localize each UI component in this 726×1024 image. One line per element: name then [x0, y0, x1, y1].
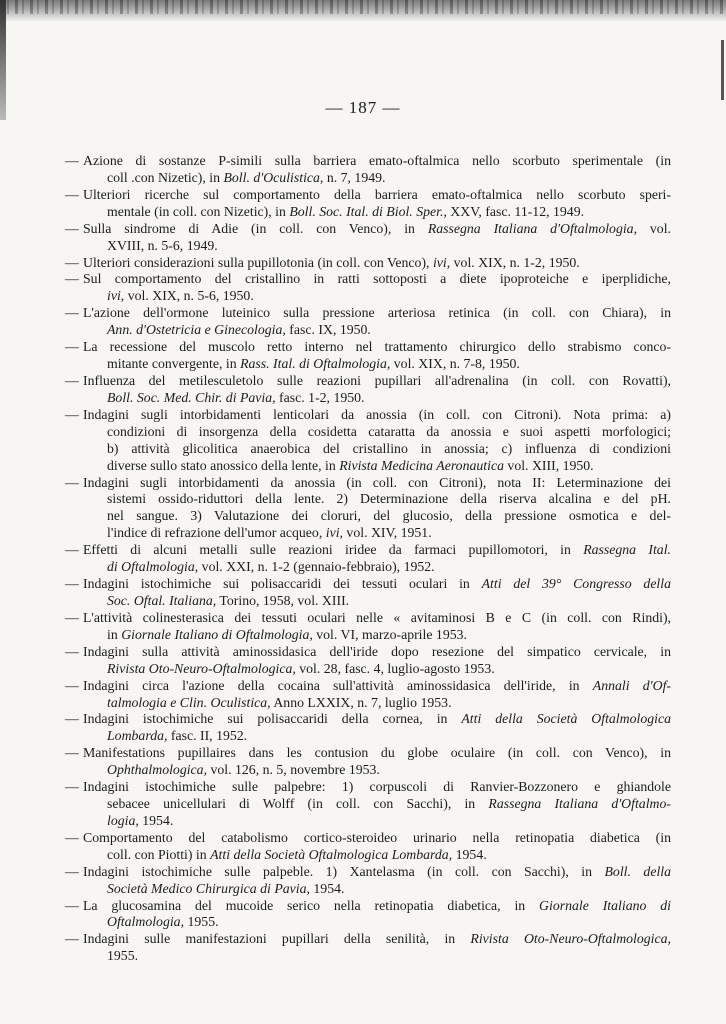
bibliography-entry [65, 644, 671, 678]
entry-dash: — [65, 829, 79, 845]
entry-text: 1954. [138, 812, 174, 828]
journal-title: Ann. d'Ostetricia e Ginecologia, [107, 322, 286, 338]
entry-dash: — [65, 897, 79, 913]
bibliography-entry [65, 678, 671, 712]
entry-line [65, 627, 671, 644]
entry-line [65, 745, 671, 762]
entry-text: coll. con Piotti) in [107, 846, 211, 862]
entry-text: L'azione dell'ormone luteinico sulla pressione arteriosa retinica (in coll. con Chiara), in [83, 305, 671, 321]
entry-dash: — [65, 271, 79, 287]
entry-dash: — [65, 372, 79, 388]
entry-line [65, 695, 671, 712]
entry-line [65, 153, 671, 170]
entry-line-body [83, 407, 671, 424]
bibliography-entry [65, 864, 671, 898]
entry-line [65, 948, 671, 965]
entry-text: Comportamento del catabolismo cortico-steroideo urinario nella retinopatia diabetica (in [83, 829, 671, 845]
journal-title: Boll. Soc. Med. Chir. di Pavia, [107, 389, 276, 405]
entry-line [65, 931, 671, 948]
bibliography-entry [65, 153, 671, 187]
entry-line-body [83, 255, 671, 272]
entry-text: vol. XIV, 1951. [342, 525, 432, 541]
journal-title: talmologia e Clin. Oculistica, [107, 694, 271, 710]
journal-title: Boll. Soc. Ital. di Biol. Sper., [289, 203, 447, 219]
bibliography-entry [65, 305, 671, 339]
entry-line-body [83, 153, 671, 170]
entry-text: fasc. IX, 1950. [285, 322, 371, 338]
entry-line [65, 864, 671, 881]
entry-line [65, 373, 671, 390]
entry-line-body [83, 931, 671, 948]
entry-line-body [83, 830, 671, 847]
entry-line [65, 407, 671, 424]
entry-text: b) attività glicolitica anaerobica del cristallino in anossia; c) influenza di condizioni [107, 440, 671, 456]
entry-text: XXV, fasc. 11-12, 1949. [446, 203, 585, 219]
entry-text: coll .con Nizetic), in [107, 169, 224, 185]
entry-line [65, 881, 671, 898]
bibliography-entry [65, 779, 671, 830]
journal-title: Ophthalmologica, [107, 762, 208, 778]
entry-line [65, 322, 671, 339]
entry-line [65, 711, 671, 728]
journal-title: Giornale Italiano di Oftalmologia, [121, 626, 313, 642]
entry-line [65, 491, 671, 508]
bibliography-entry [65, 830, 671, 864]
scan-edge-shadow [0, 0, 726, 22]
journal-title: ivi, [107, 288, 125, 304]
entry-text: La glucosamina del mucoide serico nella retinopatia diabetica, in [83, 897, 540, 913]
entry-line [65, 508, 671, 525]
entry-dash: — [65, 339, 79, 355]
entry-line [65, 475, 671, 492]
entry-text: vol. XIII, 1950. [503, 457, 594, 473]
entry-line [65, 255, 671, 272]
entry-line [65, 288, 671, 305]
entry-text: vol. XIX, n. 1-2, 1950. [450, 254, 580, 270]
entry-line [65, 796, 671, 813]
journal-title: Rassegna Ital. [583, 542, 671, 558]
entry-line [65, 813, 671, 830]
entry-text: vol. [637, 220, 671, 236]
entry-text: Indagini istochimiche sulle palpebre: 1) corpuscoli di Ranvier-Bozzonero e ghiandole [83, 779, 671, 795]
entry-dash: — [65, 186, 79, 202]
entry-line [65, 424, 671, 441]
entry-text: sistemi ossido-riduttori della lente. 2) Determinazione della riserva alcalina e del pH. [107, 491, 671, 507]
entry-dash: — [65, 305, 79, 321]
entry-line [65, 661, 671, 678]
entry-dash: — [65, 474, 79, 490]
entry-line [65, 610, 671, 627]
journal-title: Boll. d'Oculistica, [223, 169, 324, 185]
entry-text: 1955. [107, 948, 139, 964]
entry-text: vol. VI, marzo-aprile 1953. [312, 626, 467, 642]
journal-title: Atti della Società Oftalmologica Lombarda, [210, 846, 453, 862]
bibliography-entry [65, 576, 671, 610]
entry-text: Indagini istochimiche sui polisaccaridi della cornea, in [83, 711, 462, 727]
entry-line-body [83, 576, 671, 593]
entry-text: Effetti di alcuni metalli sulle reazioni iridee da farmaci pupillomotori, in [83, 542, 584, 558]
entry-text: vol. XXI, n. 1-2 (gennaio-febbraio), 1952. [198, 559, 435, 575]
entry-line [65, 271, 671, 288]
entry-line [65, 559, 671, 576]
entry-text: XVIII, n. 5-6, 1949. [107, 237, 218, 253]
entry-text: condizioni di insorgenza della cosidetta cataratta da anossia e suoi aspetti morfologici; [107, 423, 671, 439]
entry-text: n. 7, 1949. [323, 169, 386, 185]
entry-line [65, 204, 671, 221]
entry-line-body [83, 475, 671, 492]
entry-dash: — [65, 677, 79, 693]
entry-text: Indagini sugli intorbidamenti lenticolari da anossia (in coll. con Citroni). Nota prima: a) [83, 406, 671, 422]
scan-edge-mark-right [721, 40, 724, 100]
entry-text: Indagini istochimiche sui polisaccaridi dei tessuti oculari in [83, 576, 482, 592]
journal-title: Rivista Oto-Neuro-Oftalmologica, [470, 931, 671, 947]
entry-text: mentale (in coll. con Nizetic), in [107, 203, 290, 219]
bibliography-list [65, 153, 671, 965]
entry-text: vol. 126, n. 5, novembre 1953. [207, 762, 380, 778]
entry-dash: — [65, 153, 79, 168]
bibliography-entry [65, 898, 671, 932]
entry-dash: — [65, 254, 79, 270]
bibliography-entry [65, 745, 671, 779]
journal-title: ivi, [432, 254, 451, 270]
entry-dash: — [65, 542, 79, 558]
entry-text: Anno LXXIX, n. 7, luglio 1953. [270, 694, 452, 710]
entry-text: diverse sullo stato anossico della lente, in [107, 457, 340, 473]
entry-text: 1954. [452, 846, 487, 862]
entry-dash: — [65, 220, 79, 236]
entry-text: mitante convergente, in [107, 356, 241, 372]
entry-text: Sul comportamento del cristallino in ratti sottoposti a diete ipoproteiche e iperplidiche, [83, 271, 671, 287]
journal-title: Giornale Italiano di [539, 897, 671, 913]
entry-text: Manifestations pupillaires dans les contusion du globe oculaire (in coll. con Venco), in [83, 745, 671, 761]
entry-text: Indagini istochimiche sulle palpeble. 1) Xantelasma (in coll. con Sacchi), in [83, 863, 605, 879]
journal-title: Lombarda, [107, 728, 168, 744]
journal-title: logia, [107, 812, 139, 828]
entry-text: nel sangue. 3) Valutazione dei cloruri, del glucosio, della pressione osmotica e del- [107, 508, 671, 524]
journal-title: Soc. Oftal. Italiana, [107, 592, 217, 608]
entry-text: Azione di sostanze P-simili sulla barriera emato-oftalmica nello scorbuto sperimentale (in [83, 153, 671, 168]
bibliography-entry [65, 542, 671, 576]
entry-line [65, 593, 671, 610]
journal-title: Atti del 39° Congresso della [481, 576, 672, 592]
entry-line [65, 458, 671, 475]
journal-title: Rivista Medicina Aeronautica [339, 457, 504, 473]
bibliography-entry [65, 255, 671, 272]
entry-text: vol. XIX, n. 5-6, 1950. [124, 288, 254, 304]
journal-title: Boll. della [604, 863, 672, 879]
entry-dash: — [65, 609, 79, 625]
entry-line-body [83, 711, 671, 728]
entry-line [65, 356, 671, 373]
entry-line [65, 187, 671, 204]
entry-line [65, 525, 671, 542]
entry-line [65, 830, 671, 847]
bibliography-entry [65, 711, 671, 745]
journal-title: Annali d'Of- [592, 677, 671, 693]
entry-text: 1955. [184, 914, 219, 930]
entry-text: sebacee unicellulari di Wolff (in coll. con Sacchi), in [107, 796, 489, 812]
entry-line [65, 779, 671, 796]
bibliography-entry [65, 373, 671, 407]
bibliography-entry [65, 407, 671, 475]
entry-text: vol. XIX, n. 7-8, 1950. [390, 356, 520, 372]
entry-line [65, 441, 671, 458]
entry-dash: — [65, 863, 79, 879]
entry-line-body [83, 305, 671, 322]
entry-line [65, 542, 671, 559]
entry-text: fasc. II, 1952. [167, 728, 248, 744]
entry-line-body [83, 542, 671, 559]
entry-line-body [83, 745, 671, 762]
entry-line-body [83, 644, 671, 661]
journal-title: Oftalmologia, [107, 914, 185, 930]
journal-title: Rivista Oto-Neuro-Oftalmologica, [107, 660, 296, 676]
journal-title: Rass. Ital. di Oftalmologia, [240, 356, 391, 372]
entry-line [65, 728, 671, 745]
entry-line [65, 170, 671, 187]
entry-dash: — [65, 779, 79, 795]
entry-text: fasc. 1-2, 1950. [275, 389, 365, 405]
entry-dash: — [65, 931, 79, 947]
bibliography-entry [65, 610, 671, 644]
entry-line-body [83, 187, 671, 204]
entry-dash: — [65, 643, 79, 659]
journal-title: Rassegna Italiana d'Oftalmologia, [427, 220, 638, 236]
entry-text: 1954. [309, 880, 345, 896]
entry-text: vol. 28, fasc. 4, luglio-agosto 1953. [295, 660, 495, 676]
entry-line [65, 339, 671, 356]
entry-line-body [83, 610, 671, 627]
bibliography-entry [65, 271, 671, 305]
journal-title: Società Medico Chirurgica di Pavia, [107, 880, 310, 896]
entry-line [65, 644, 671, 661]
entry-text: Torino, 1958, vol. XIII. [216, 592, 350, 608]
entry-line-body [83, 221, 671, 238]
entry-line-body [83, 678, 671, 695]
entry-line [65, 762, 671, 779]
entry-line-body [83, 864, 671, 881]
entry-line [65, 898, 671, 915]
entry-line-body [83, 898, 671, 915]
journal-title: di Oftalmologia, [107, 559, 199, 575]
page-number: — 187 — [325, 98, 401, 117]
entry-line [65, 678, 671, 695]
entry-line-body [83, 373, 671, 390]
entry-text: La recessione del muscolo retto interno nel trattamento chirurgico dello strabismo conco- [83, 339, 671, 355]
entry-text: l'indice di refrazione dell'umor acqueo, [107, 525, 326, 541]
entry-text: L'attività colinesterasica dei tessuti oculari nelle « avitaminosi B e C (in coll. con Rindi), [83, 609, 671, 625]
entry-dash: — [65, 745, 79, 761]
entry-text: Influenza del metilesculetolo sulle reazioni pupillari all'adrenalina (in coll. con Rovatti), [83, 372, 671, 388]
bibliography-entry [65, 187, 671, 221]
bibliography-entry [65, 931, 671, 965]
entry-dash: — [65, 406, 79, 422]
entry-line [65, 390, 671, 407]
entry-text: in [107, 626, 122, 642]
entry-line [65, 221, 671, 238]
entry-line [65, 914, 671, 931]
entry-text: Indagini sugli intorbidamenti da anossia (in coll. con Citroni), nota II: Leterminazione dei [83, 474, 671, 490]
entry-text: Indagini sulle manifestazioni pupillari della senilità, in [83, 931, 471, 947]
bibliography-entry [65, 475, 671, 543]
bibliography-entry [65, 339, 671, 373]
entry-text: Ulteriori considerazioni sulla pupillotonia (in coll. con Venco), [83, 254, 433, 270]
entry-line-body [83, 779, 671, 796]
entry-line [65, 305, 671, 322]
entry-dash: — [65, 711, 79, 727]
entry-line [65, 576, 671, 593]
entry-line-body [83, 339, 671, 356]
journal-title: Atti della Società Oftalmologica [461, 711, 671, 727]
journal-title: Rassegna Italiana d'Oftalmo- [488, 796, 671, 812]
journal-title: ivi, [325, 525, 343, 541]
entry-line [65, 238, 671, 255]
entry-text: Indagini sulla attività aminossidasica dell'iride dopo resezione del simpatico cervicale, in [83, 643, 671, 659]
entry-text: Ulteriori ricerche sul comportamento della barriera emato-oftalmica nello scorbuto speri- [83, 186, 671, 202]
entry-line-body [83, 271, 671, 288]
bibliography-entry [65, 221, 671, 255]
entry-text: Indagini circa l'azione della cocaina sull'attività aminossidasica dell'iride, in [83, 677, 593, 693]
entry-line [65, 847, 671, 864]
entry-text: Sulla sindrome di Adie (in coll. con Venco), in [83, 220, 428, 236]
entry-dash: — [65, 576, 79, 592]
